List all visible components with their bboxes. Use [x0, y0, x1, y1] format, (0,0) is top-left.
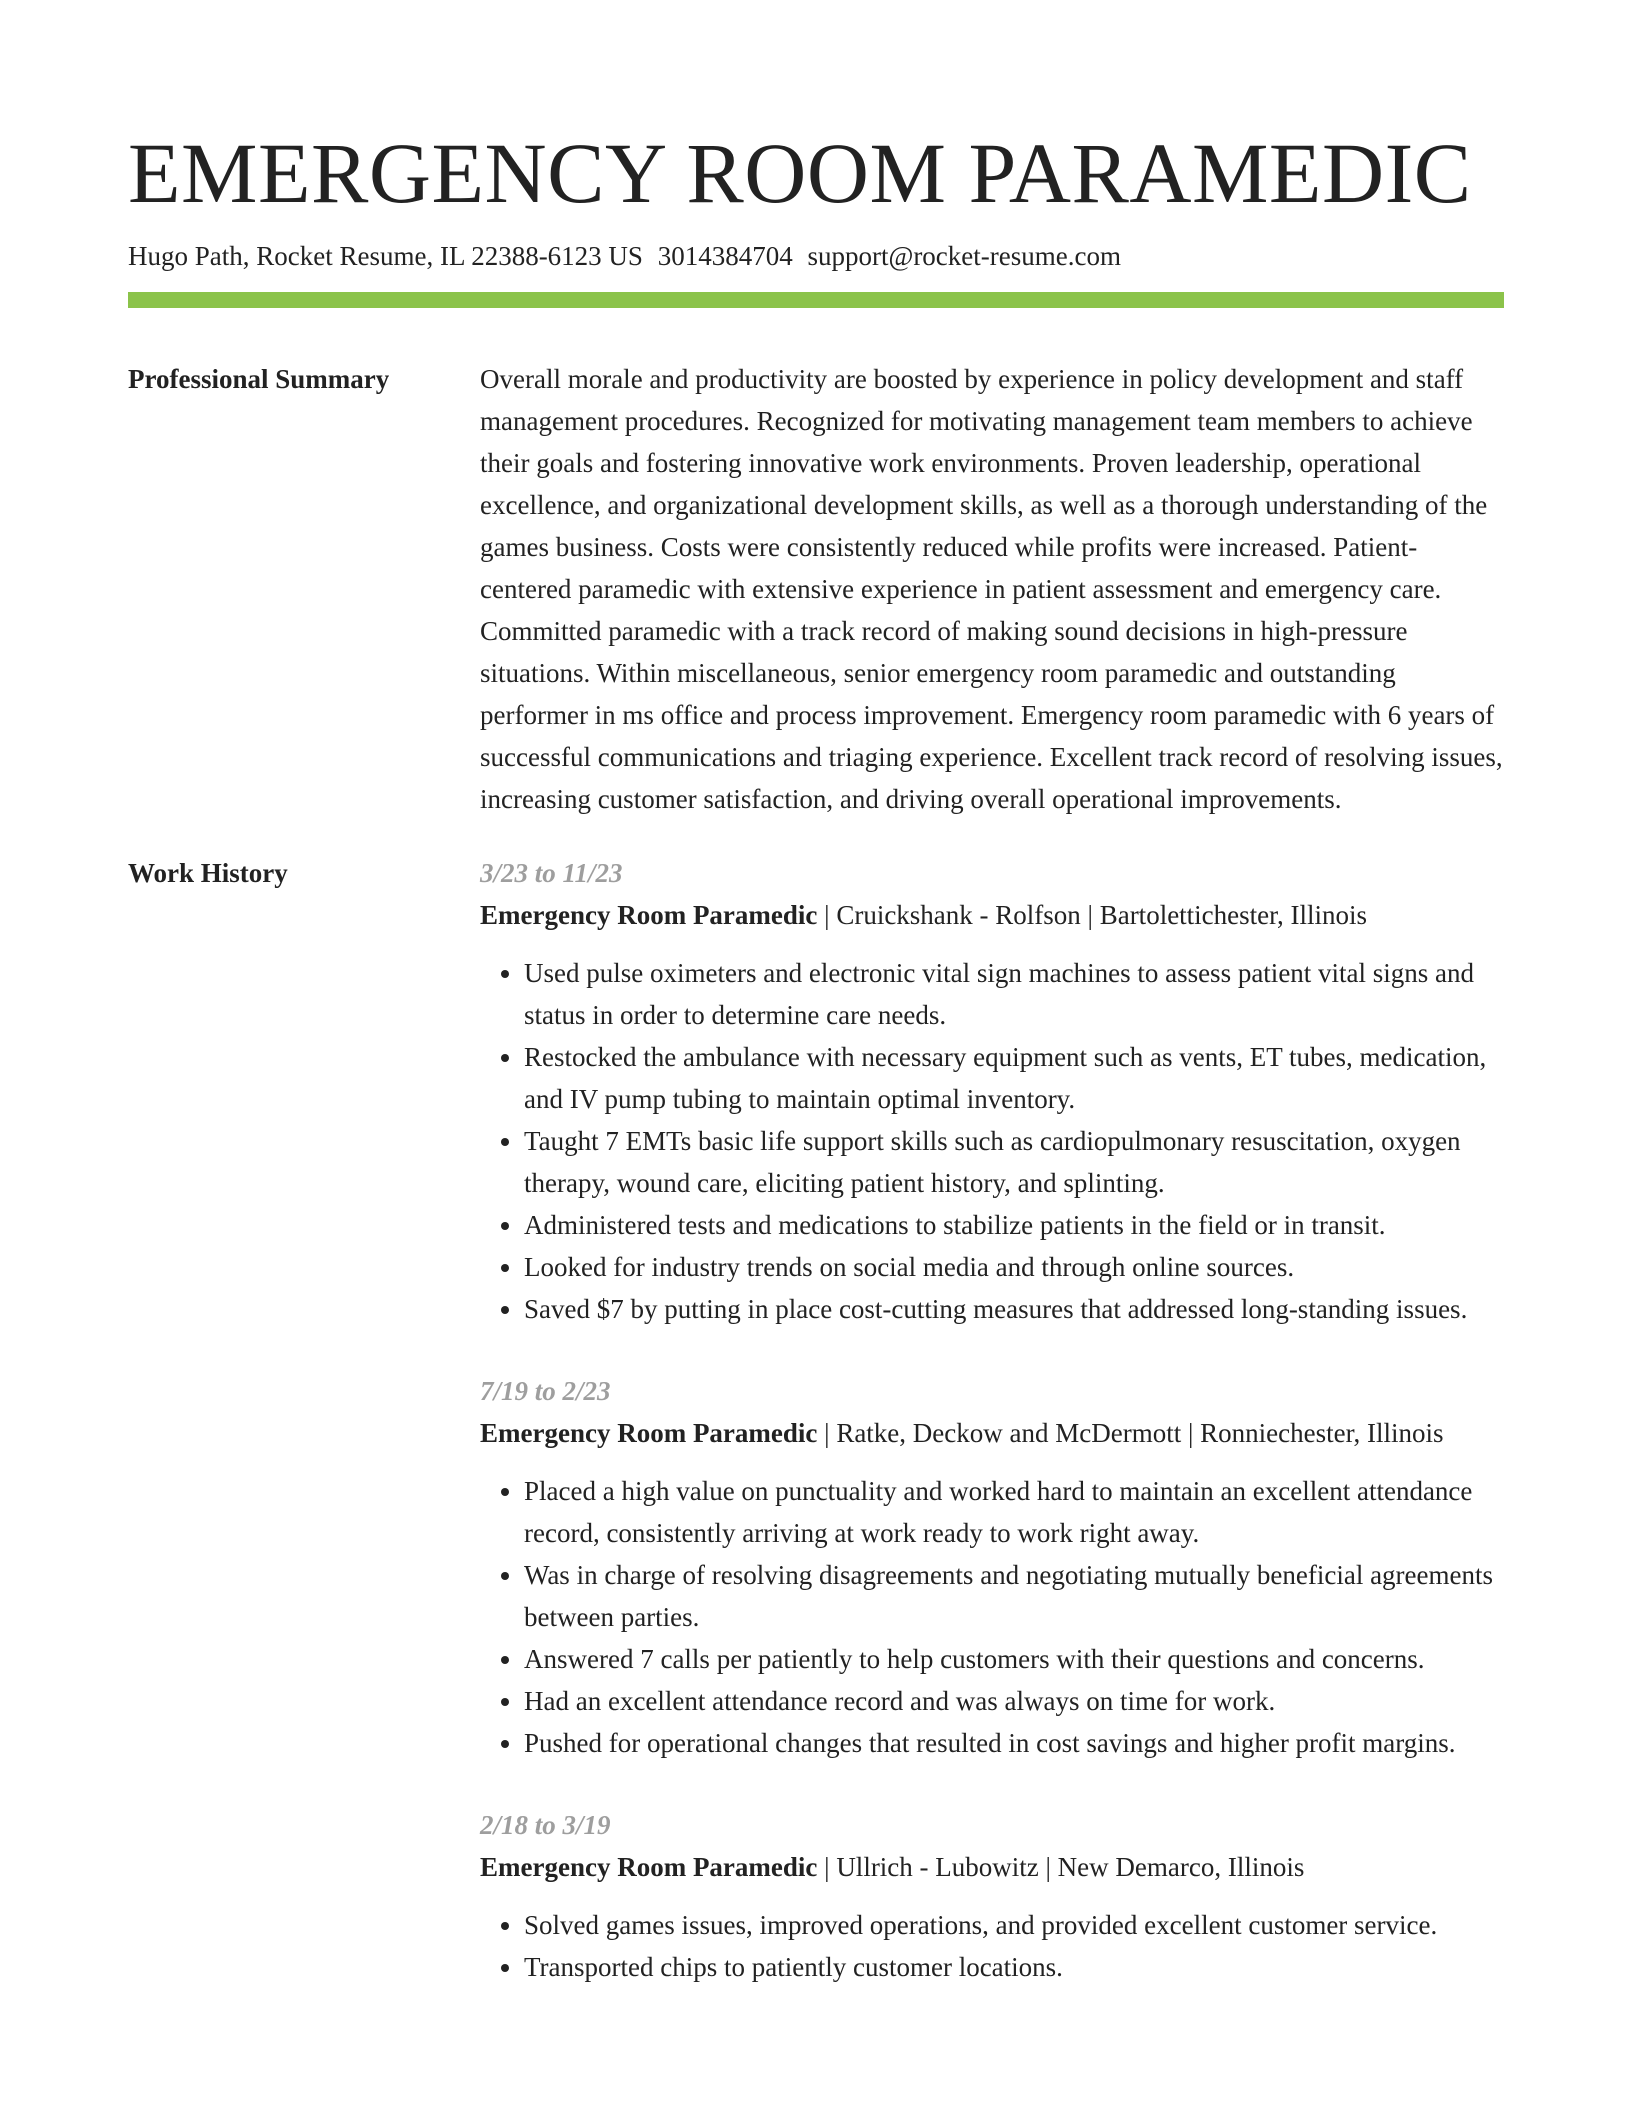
- job-entry: [480, 1370, 1504, 1764]
- job-bullet: • Transported chips to patiently customer locations.: [524, 1946, 1504, 1988]
- job-separator: |: [817, 1852, 837, 1882]
- job-bullet-list: [480, 952, 1504, 1330]
- job-dates: 7/19 to 2/23: [480, 1376, 611, 1406]
- job-entry: [480, 1804, 1504, 1988]
- job-bullet: • Had an excellent attendance record and was always on time for work.: [524, 1680, 1504, 1722]
- job-heading: [480, 1412, 1504, 1454]
- job-title: Emergency Room Paramedic: [480, 1418, 818, 1448]
- job-bullet: • Pushed for operational changes that resulted in cost savings and higher profit margins.: [524, 1722, 1504, 1764]
- summary-body: [480, 358, 1504, 820]
- job-bullet-list: [480, 1470, 1504, 1764]
- contact-email: support@rocket-resume.com: [807, 241, 1121, 271]
- job-bullet: • Saved $7 by putting in place cost-cutting measures that addressed long-standing issues.: [524, 1288, 1504, 1330]
- summary-section: [128, 358, 1504, 820]
- job-separator: |: [1038, 1852, 1058, 1882]
- contact-address: Hugo Path, Rocket Resume, IL 22388-6123 US: [128, 241, 643, 271]
- work-history-heading: Work History: [128, 858, 288, 888]
- job-bullet-list: [480, 1904, 1504, 1988]
- summary-heading: Professional Summary: [128, 364, 390, 394]
- job-separator: |: [817, 900, 837, 930]
- job-heading: [480, 894, 1504, 936]
- job-bullet: • Administered tests and medications to stabilize patients in the field or in transit.: [524, 1204, 1504, 1246]
- job-bullet: • Looked for industry trends on social media and through online sources.: [524, 1246, 1504, 1288]
- job-separator: |: [1080, 900, 1100, 930]
- job-dates: 2/18 to 3/19: [480, 1810, 611, 1840]
- contact-phone: 3014384704: [657, 241, 793, 271]
- job-dates: 3/23 to 11/23: [480, 858, 623, 888]
- job-bullet: • Taught 7 EMTs basic life support skills such as cardiopulmonary resuscitation, oxygen therapy, wound care, eliciting patient history, and splinting.: [524, 1120, 1504, 1204]
- job-bullet: • Used pulse oximeters and electronic vital sign machines to assess patient vital signs and status in order to determine care needs.: [524, 952, 1504, 1036]
- job-company: Ratke, Deckow and McDermott: [836, 1418, 1182, 1448]
- job-entry: [480, 852, 1504, 1330]
- resume-page: [128, 0, 1504, 2028]
- job-title: Emergency Room Paramedic: [480, 900, 818, 930]
- job-bullet: • Restocked the ambulance with necessary equipment such as vents, ET tubes, medication, and IV pump tubing to maintain optimal inventory.: [524, 1036, 1504, 1120]
- job-bullet: • Answered 7 calls per patiently to help customers with their questions and concerns.: [524, 1638, 1504, 1680]
- work-history-body: [480, 852, 1504, 1988]
- job-location: Bartolettichester, Illinois: [1099, 900, 1368, 930]
- job-title: Emergency Room Paramedic: [480, 1852, 818, 1882]
- job-heading: [480, 1846, 1504, 1888]
- header-divider: [128, 292, 1504, 308]
- job-location: Ronniechester, Illinois: [1200, 1418, 1444, 1448]
- job-separator: |: [1181, 1418, 1201, 1448]
- job-company: Ullrich - Lubowitz: [836, 1852, 1039, 1882]
- contact-line: [128, 238, 1504, 274]
- work-history-section: [128, 852, 1504, 1988]
- job-company: Cruickshank - Rolfson: [836, 900, 1081, 930]
- resume-name: EMERGENCY ROOM PARAMEDIC: [128, 125, 1472, 221]
- summary-text: Overall morale and productivity are boosted by experience in policy development and staff management procedures. Recognized for motivating management team members to achieve their goals and fostering innovative work environments. Proven leadership, operational excellence, and organizational development skills, as well as a thorough understanding of the games business. Costs were consistently reduced while profits were increased. Patient-centered paramedic with extensive experience in patient assessment and emergency care. Committed paramedic with a track record of making sound decisions in high-pressure situations. Within miscellaneous, senior emergency room paramedic and outstanding performer in ms office and process improvement. Emergency room paramedic with 6 years of successful communications and triaging experience. Excellent track record of resolving issues, increasing customer satisfaction, and driving overall operational improvements.: [480, 364, 1503, 814]
- job-location: New Demarco, Illinois: [1057, 1852, 1305, 1882]
- job-bullet: • Solved games issues, improved operations, and provided excellent customer service.: [524, 1904, 1504, 1946]
- job-separator: |: [817, 1418, 837, 1448]
- job-bullet: • Placed a high value on punctuality and worked hard to maintain an excellent attendance record, consistently arriving at work ready to work right away.: [524, 1470, 1504, 1554]
- job-bullet: • Was in charge of resolving disagreements and negotiating mutually beneficial agreements between parties.: [524, 1554, 1504, 1638]
